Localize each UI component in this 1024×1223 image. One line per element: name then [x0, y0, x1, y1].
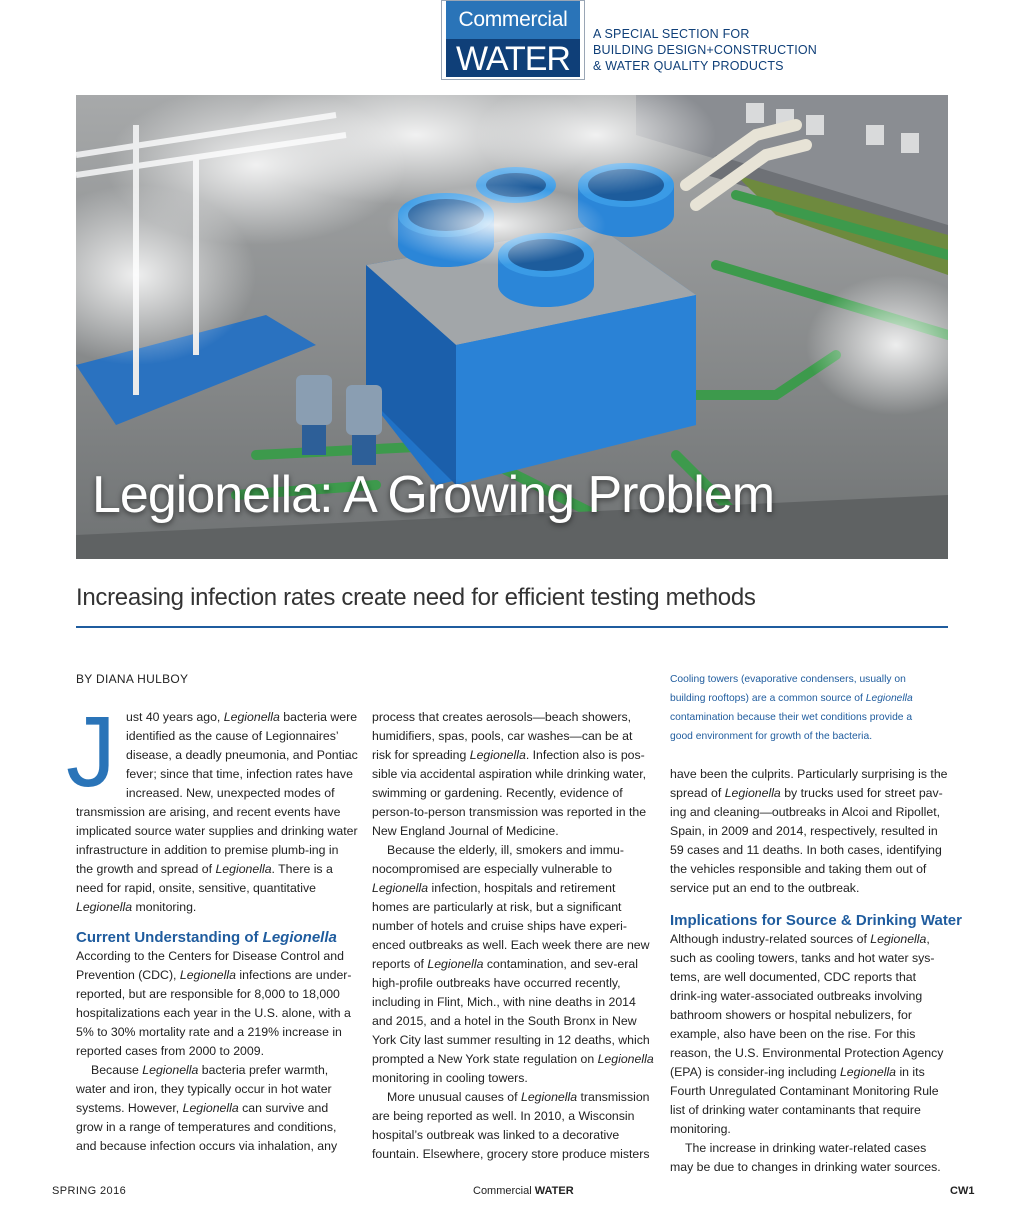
article-column-2	[372, 708, 654, 1164]
hero-image	[76, 95, 948, 559]
paragraph: More unusual causes of Legionella transmission are being reported as well. In 2010, a Wisconsin hospital’s outbreak was linked to a decorative fountain. Elsewhere, grocery store produce misters	[372, 1090, 650, 1161]
logo-bottom-text: WATER	[446, 39, 580, 77]
article-title: Legionella: A Growing Problem	[92, 466, 775, 524]
footer-publication-b: WATER	[534, 1185, 574, 1197]
tagline-line: & WATER QUALITY PRODUCTS	[593, 59, 784, 73]
paragraph: process that creates aerosols—beach showers, humidifiers, spas, pools, car washes—can be at risk for spreading Legionella. Infection also is pos-sible via accidental aspiration while drinking water, swimming or gardening. Recently, evidence of person-to-person transmission was reported in the New England Journal of Medicine.	[372, 710, 647, 838]
section-tagline	[593, 26, 873, 74]
byline: BY DIANA HULBOY	[76, 672, 189, 686]
tagline-line: A SPECIAL SECTION FOR	[593, 27, 750, 41]
footer-issue: SPRING 2016	[52, 1185, 127, 1197]
article-column-1	[66, 696, 358, 1156]
tagline-line: BUILDING DESIGN+CONSTRUCTION	[593, 43, 818, 57]
drop-cap: J	[66, 696, 116, 808]
footer-publication	[473, 1185, 574, 1197]
article-column-3	[670, 765, 962, 1177]
section-heading: Current Understanding of Legionella	[76, 929, 337, 946]
paragraph: Although industry-related sources of Legionella, such as cooling towers, tanks and hot water sys-tems, are well documented, CDC reports that drink-ing water-associated outbreaks involving bathroom showers or hospital nebulizers, for example, also have been on the rise. For this reason, the U.S. Environmental Protection Agency (EPA) is consider-ing including Legionella in its Fourth Unregulated Contaminant Monitoring Rule list of drinking water contaminants that require monitoring.	[670, 932, 944, 1136]
photo-caption: Cooling towers (evaporative condensers, usually on building rooftops) are a common source of Legionella contamination because their wet conditions provide a good environment for growth of the bacteria.	[670, 674, 913, 742]
paragraph: The increase in drinking water-related cases may be due to changes in drinking water sources.	[670, 1141, 941, 1174]
logo-top-text: Commercial	[446, 1, 580, 39]
subtitle-divider	[76, 626, 948, 628]
footer-publication-a: Commercial	[473, 1185, 532, 1197]
page-number: CW1	[950, 1185, 975, 1197]
paragraph: ust 40 years ago, Legionella bacteria were identified as the cause of Legionnaires’ disease, a deadly pneumonia, and Pontiac fever; since that time, infection rates have increased. New, unexpected modes of transmission are arising, and recent events have implicated source water supplies and drinking water infrastructure in addition to premise plumb-ing in the growth and spread of Legionella. There is a need for rapid, onsite, sensitive, quantitative Legionella monitoring.	[76, 710, 358, 914]
paragraph: Because the elderly, ill, smokers and immu-nocompromised are especially vulnerable to Legionella infection, hospitals and retirement homes are particularly at risk, but a significant number of hotels and cruise ships have experi-enced outbreaks as well. Each week there are new reports of Legionella contamination, and sev-eral high-profile outbreaks have occurred recently, including in Flint, Mich., with nine deaths in 2014 and 2015, and a hotel in the South Bronx in New York City last summer resulting in 12 deaths, which prompted a New York state regulation on Legionella monitoring in cooling towers.	[372, 843, 654, 1085]
paragraph: Because Legionella bacteria prefer warmth, water and iron, they typically occur in hot water systems. However, Legionella can survive and grow in a range of temperatures and conditions, and because infection occurs via inhalation, any	[76, 1063, 338, 1153]
section-heading: Implications for Source & Drinking Water	[670, 912, 962, 929]
commercial-water-logo	[441, 0, 585, 80]
article-subtitle: Increasing infection rates create need for efficient testing methods	[76, 584, 756, 611]
paragraph: have been the culprits. Particularly surprising is the spread of Legionella by trucks used for street pav-ing and cleaning—outbreaks in Alcoi and Ripollet, Spain, in 2009 and 2014, respectively, resulted in 59 cases and 11 deaths. In both cases, identifying the vehicles responsible and taking them out of service put an end to the outbreak.	[670, 767, 948, 895]
paragraph: According to the Centers for Disease Control and Prevention (CDC), Legionella infections are under-reported, but are responsible for 8,000 to 18,000 hospitalizations each year in the U.S. alone, with a 5% to 30% mortality rate and a 219% increase in reported cases from 2000 to 2009.	[76, 949, 352, 1058]
